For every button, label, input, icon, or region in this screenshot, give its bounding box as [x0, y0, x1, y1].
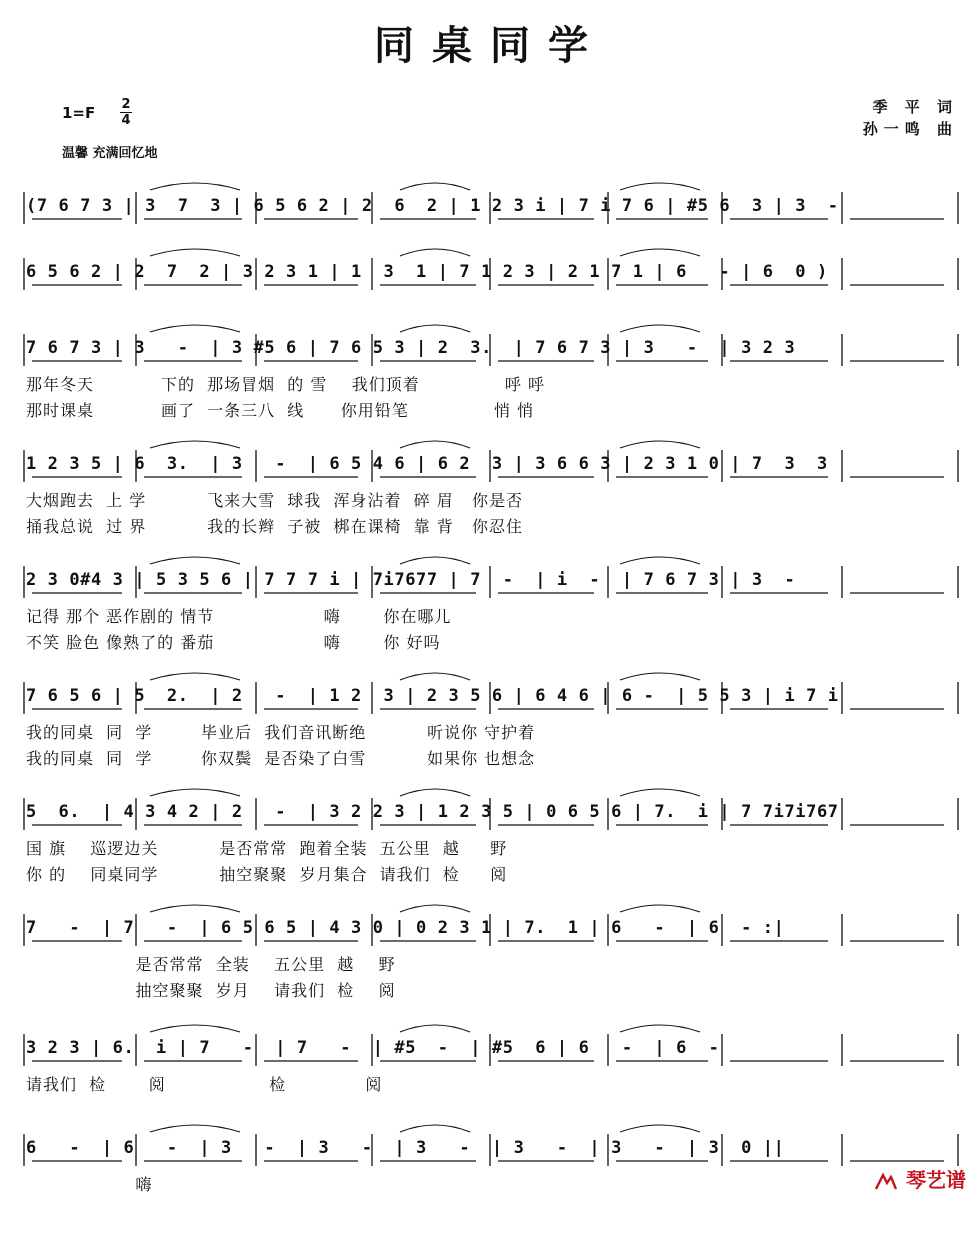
note-line: 1 2 3 5 | 6 3. | 3 - | 6 5 4 6 | 6 2 3 | 3 6 6 3 | 2 3 1 0 | 7 3 3 [26, 454, 828, 474]
lyric-line: 记得 那个 恶作剧的 情节 嗨 你在哪儿 [26, 607, 452, 626]
slur-arc [400, 557, 470, 564]
slur-arc [620, 557, 700, 564]
lyric-line: 是否常常 全装 五公里 越 野 [26, 955, 396, 974]
time-signature [120, 98, 132, 127]
score-system [0, 900, 980, 1016]
slur-arc [150, 557, 240, 564]
meter-top: 2 [121, 97, 131, 112]
score-system [0, 1020, 980, 1136]
slur-arc [150, 249, 240, 256]
note-line: 6 - | 6 - | 3 - | 3 - | 3 - | 3 - | 3 - | 3 0 || [26, 1138, 785, 1158]
slur-arc [150, 441, 240, 448]
note-line: 6 5 6 2 | 2 7 2 | 3 2 3 1 | 1 3 1 | 7 1 2 3 | 2 1 7 1 | 6 - | 6 0 ) [26, 262, 828, 282]
composer-credit: 孙一鸣 曲 [862, 120, 958, 138]
score-system [0, 784, 980, 900]
score-system [0, 1120, 980, 1236]
note-line: 2 3 0#4 3 | 5 3 5 6 | 7 7 7 i | 7i7677 | 7 - | i - | 7 6 7 3 | 3 - [26, 570, 796, 590]
slur-arc [150, 905, 240, 912]
lyric-line: 那年冬天 下的 那场冒烟 的 雪 我们顶着 呼 呼 [26, 375, 546, 394]
tempo-mood: 温馨 充满回忆地 [62, 146, 158, 161]
slur-arc [620, 905, 700, 912]
key-signature: 1=F [62, 104, 96, 122]
lyric-line: 我的同桌 同 学 你双鬓 是否染了白雪 如果你 也想念 [26, 749, 536, 768]
song-title: 同桌同学 [374, 23, 606, 69]
lyricist-credit: 季 平 词 [872, 98, 958, 116]
lyric-line: 捅我总说 过 界 我的长辫 子被 梆在课椅 靠 背 你忍住 [26, 517, 523, 536]
lyric-line: 抽空聚聚 岁月 请我们 检 阅 [26, 981, 396, 1000]
score-system [0, 436, 980, 552]
note-line: 7 - | 7 - | 6 5 6 5 | 4 3 0 | 0 2 3 1 | 7. 1 | 6 - | 6 - :| [26, 918, 785, 938]
lyric-line: 你 的 同桌同学 抽空聚聚 岁月集合 请我们 检 阅 [26, 865, 508, 884]
lyric-line: 大烟跑去 上 学 飞来大雪 球我 浑身沾着 碎 眉 你是否 [26, 491, 523, 510]
lyric-line: 那时课桌 画了 一条三八 线 你用铅笔 悄 悄 [26, 401, 535, 420]
slur-arc [150, 673, 240, 680]
slur-arc [400, 1025, 470, 1032]
slur-arc [620, 673, 700, 680]
watermark-logo [873, 1164, 966, 1193]
score-system [0, 552, 980, 668]
slur-arc [400, 325, 470, 332]
slur-arc [620, 183, 700, 190]
slur-arc [400, 789, 470, 796]
slur-arc [400, 673, 470, 680]
watermark-icon [873, 1171, 899, 1193]
score-system [0, 320, 980, 436]
lyric-line: 不笑 脸色 像熟了的 番茄 嗨 你 好吗 [26, 633, 441, 652]
watermark-text: 琴艺谱 [906, 1168, 966, 1192]
slur-arc [620, 441, 700, 448]
slur-arc [400, 905, 470, 912]
slur-arc [620, 1025, 700, 1032]
slur-arc [150, 1125, 240, 1132]
score-system [0, 668, 980, 784]
lyric-line: 国 旗 巡逻边关 是否常常 跑着全装 五公里 越 野 [26, 839, 508, 858]
note-line: 7 6 7 3 | 3 - | 3 #5 6 | 7 6 5 3 | 2 3. | 7 6 7 3 | 3 - | 3 2 3 [26, 338, 796, 358]
slur-arc [400, 183, 470, 190]
slur-arc [620, 325, 700, 332]
note-line: (7 6 7 3 | 3 7 3 | 6 5 6 2 | 2 6 2 | 1 2 3 i | 7 i 7 6 | #5 6 3 | 3 - [26, 196, 839, 216]
meter-bottom: 4 [121, 113, 131, 128]
slur-arc [400, 1125, 470, 1132]
lyric-line: 请我们 检 阅 检 阅 [26, 1075, 383, 1094]
slur-arc [620, 789, 700, 796]
note-line: 7 6 5 6 | 5 2. | 2 - | 1 2 3 | 2 3 5 6 | 6 4 6 | 6 - | 5 5 3 | i 7 i [26, 686, 839, 706]
slur-arc [150, 183, 240, 190]
slur-arc [620, 249, 700, 256]
slur-arc [150, 1025, 240, 1032]
note-line: 5 6. | 4 3 4 2 | 2 - | 3 2 2 3 | 1 2 3 5 | 0 6 5 6 | 7. i | 7 7i7i767 [26, 802, 839, 822]
slur-arc [150, 325, 240, 332]
note-line: 3 2 3 | 6. i | 7 - | 7 - | #5 - | #5 6 | 6 - | 6 - [26, 1038, 720, 1058]
lyric-line: 我的同桌 同 学 毕业后 我们音讯断绝 听说你 守护着 [26, 723, 536, 742]
slur-arc [400, 441, 470, 448]
slur-arc [620, 1125, 700, 1132]
lyric-line: 嗨 [26, 1175, 153, 1194]
slur-arc [150, 789, 240, 796]
slur-arc [400, 249, 470, 256]
